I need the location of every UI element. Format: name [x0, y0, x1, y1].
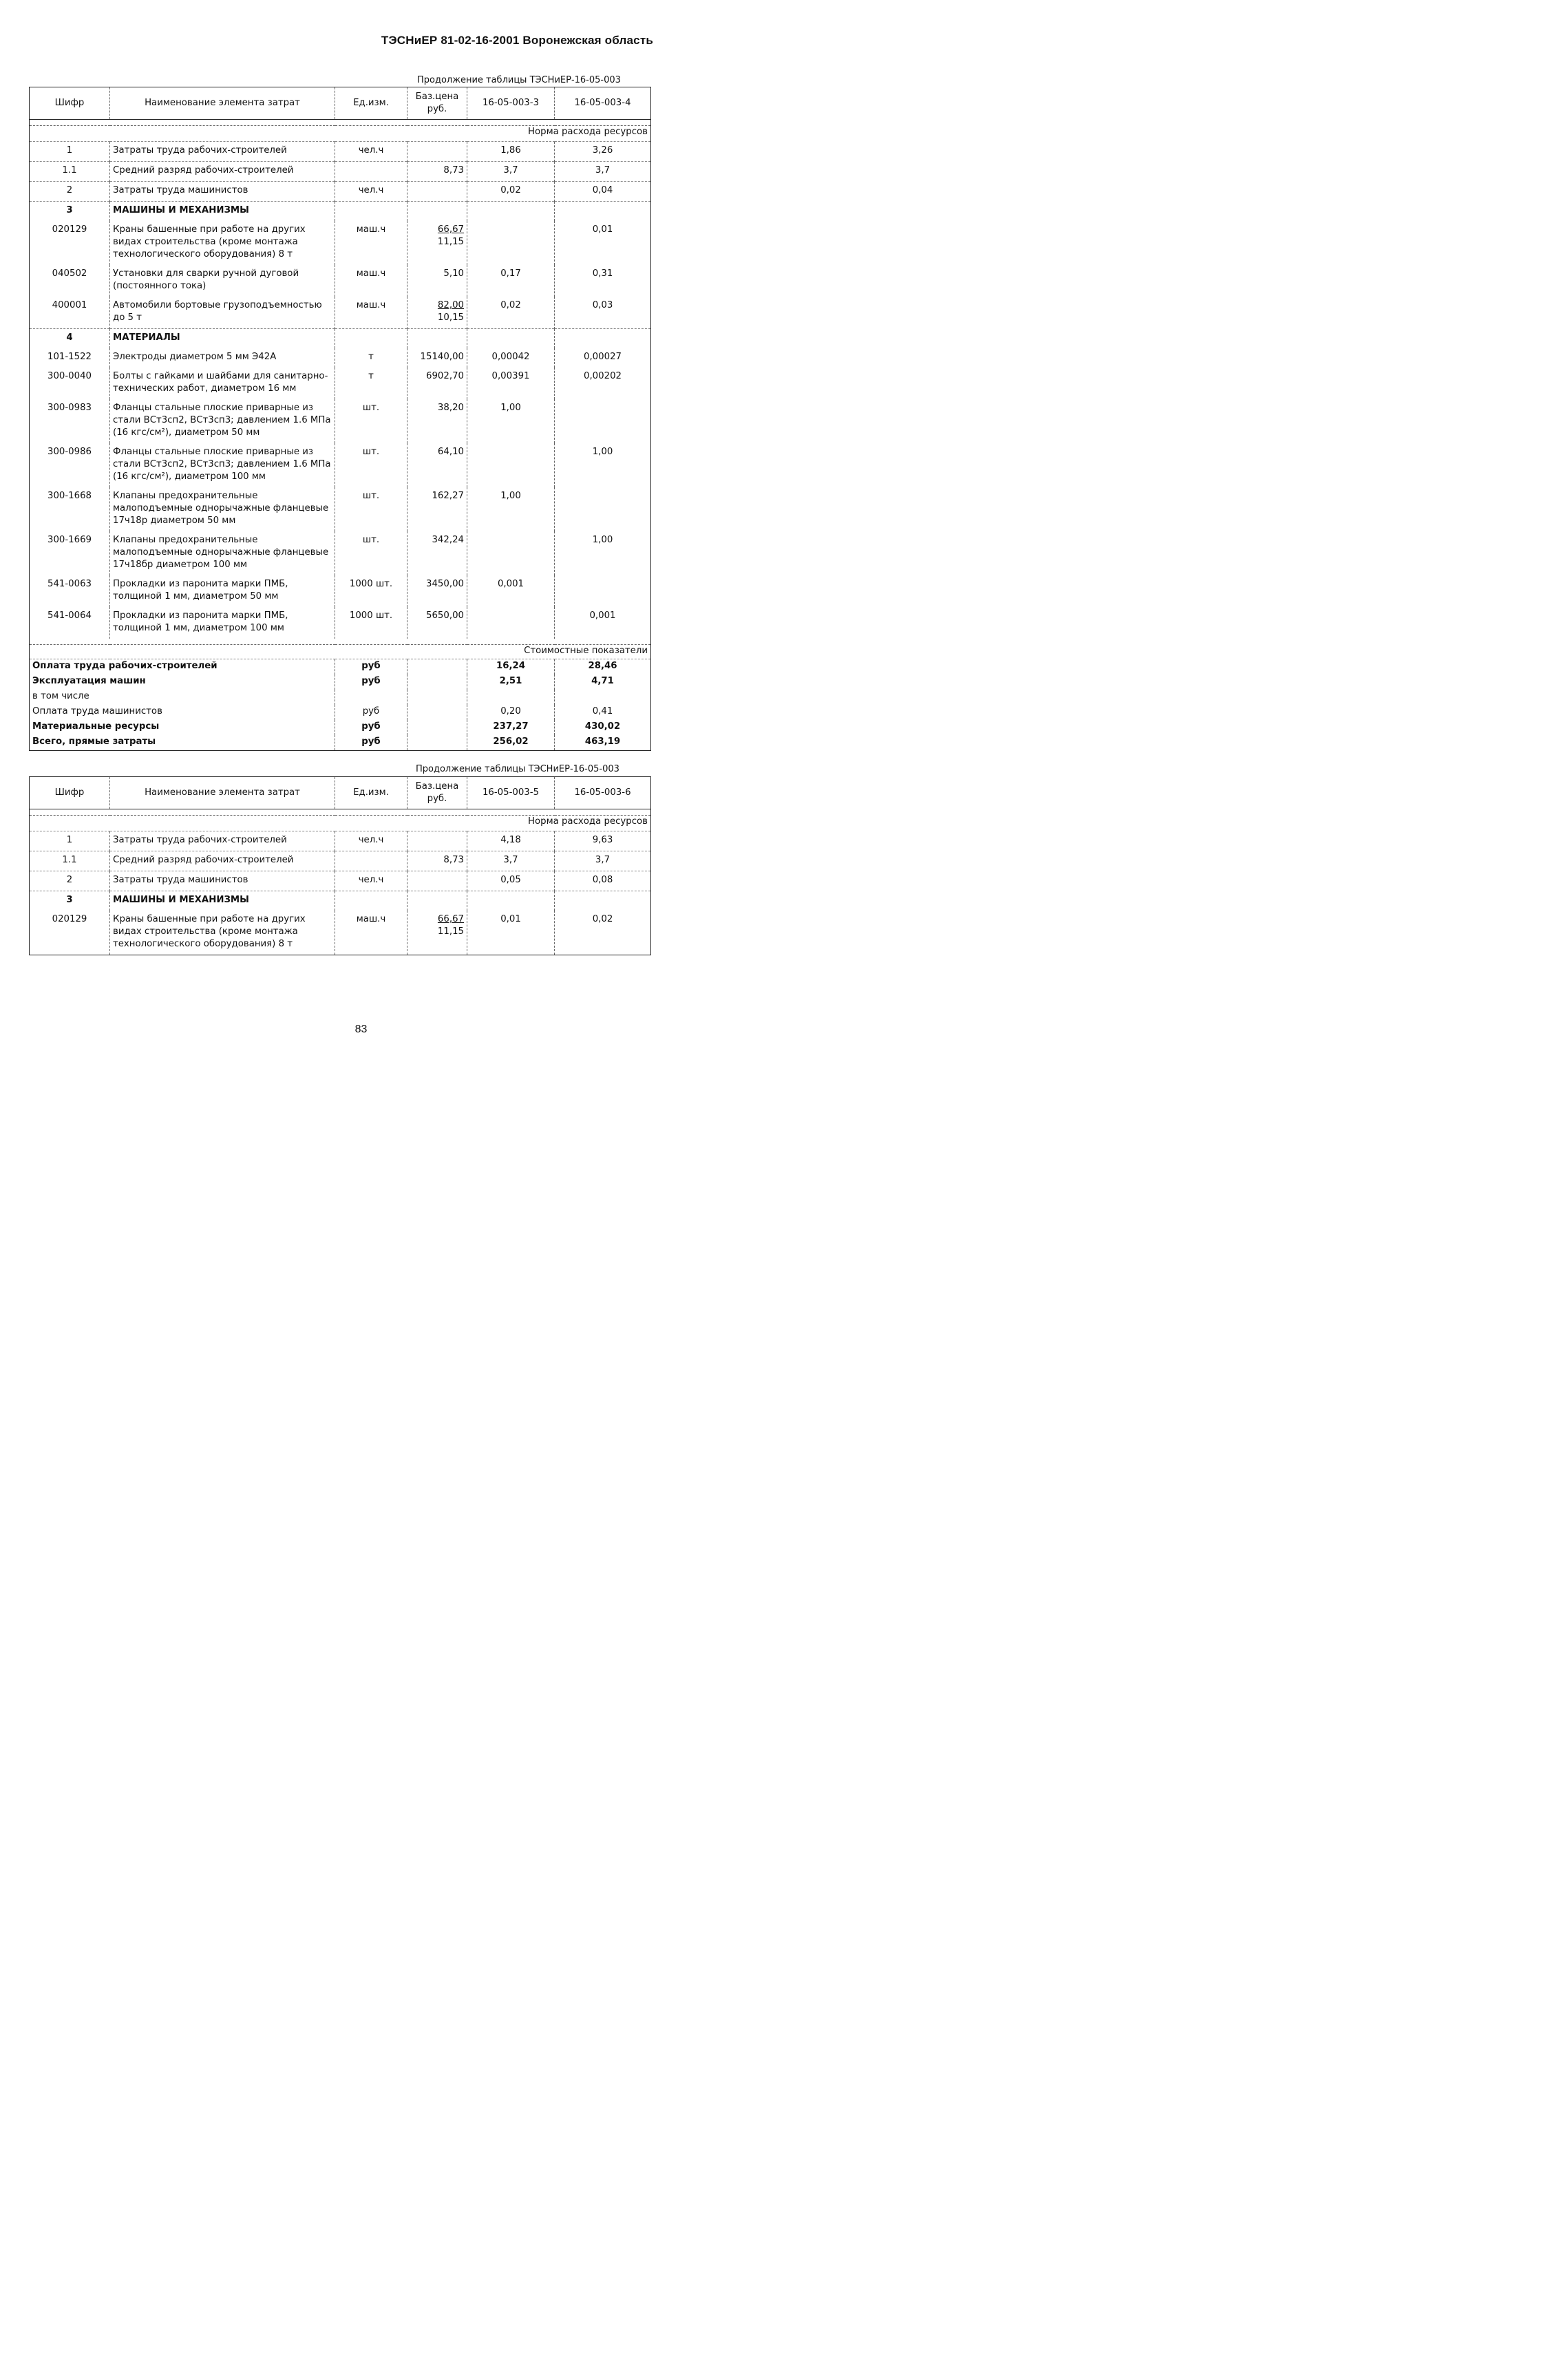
column-header-name: Наименование элемента затрат: [110, 87, 335, 120]
row-value-variant-2: [555, 329, 651, 349]
row-unit: маш.ч: [335, 297, 407, 329]
total-price-empty: [407, 705, 467, 720]
total-name: Оплата труда рабочих-строителей: [30, 659, 335, 675]
row-code: 300-0040: [47, 371, 92, 381]
row-value-variant-2: 3,7: [555, 162, 651, 182]
row-code: 2: [30, 182, 110, 202]
row-value-variant-1: 0,02: [467, 182, 555, 202]
total-name: Материальные ресурсы: [32, 721, 160, 732]
row-value-variant-1: 0,17: [467, 265, 555, 297]
row-code: 020129: [52, 224, 87, 235]
total-value-variant-2: [555, 690, 651, 705]
column-header-variant-2: 16-05-003-4: [555, 87, 651, 120]
row-code: 1.1: [30, 162, 110, 182]
row-value-variant-1: 0,02: [467, 297, 555, 329]
row-code: 1.1: [30, 851, 110, 871]
row-unit: [335, 891, 407, 911]
row-unit: т: [335, 368, 407, 399]
row-unit: шт.: [335, 443, 407, 487]
row-value-variant-1: 3,7: [467, 851, 555, 871]
row-price: [407, 607, 467, 639]
row-price: [407, 348, 467, 368]
row-price: [407, 329, 467, 349]
total-value-variant-1: 237,27: [467, 720, 555, 735]
row-price-value: 6902,70: [426, 371, 464, 381]
row-code: 541-0064: [47, 611, 92, 621]
row-price: [407, 831, 467, 851]
row-price: [407, 531, 467, 575]
total-row: [30, 675, 651, 690]
table-row: [30, 142, 651, 162]
table-row: [30, 162, 651, 182]
page-title: ТЭСНиЕР 81-02-16-2001 Воронежская область: [381, 34, 653, 47]
row-value-variant-1: [467, 443, 555, 487]
total-value-variant-2: 430,02: [555, 720, 651, 735]
table-row: [30, 851, 651, 871]
table-header-row: [30, 777, 651, 809]
row-value-variant-2: 0,08: [555, 871, 651, 891]
row-price: [407, 871, 467, 891]
table-row: [30, 221, 651, 265]
row-unit: 1000 шт.: [335, 575, 407, 607]
table-caption: Продолжение таблицы ТЭСНиЕР-16-05-003: [416, 764, 619, 774]
row-name: Фланцы стальные плоские приварные из стали ВСт3сп2, ВСт3сп3; давлением 1.6 МПа (16 кгс/см²), диаметром 50 мм: [110, 399, 335, 443]
table-row: [30, 531, 651, 575]
row-price-value: 66,67: [437, 914, 464, 924]
table-row: [30, 487, 651, 531]
row-unit: т: [335, 348, 407, 368]
column-header-variant-1: 16-05-003-5: [467, 777, 555, 809]
row-name: Затраты труда рабочих-строителей: [110, 831, 335, 851]
total-value-variant-1: 0,20: [467, 705, 555, 720]
total-unit: руб: [335, 675, 407, 690]
total-value-variant-2: 463,19: [555, 735, 651, 751]
column-header-code: Шифр: [30, 87, 110, 120]
total-unit: руб: [335, 720, 407, 735]
total-value-variant-1: 256,02: [467, 735, 555, 751]
row-unit: 1000 шт.: [335, 607, 407, 639]
row-name: Затраты труда машинистов: [110, 871, 335, 891]
row-value-variant-2: 0,03: [555, 297, 651, 329]
row-name: Средний разряд рабочих-строителей: [110, 851, 335, 871]
column-header-code: Шифр: [30, 777, 110, 809]
total-unit: руб: [335, 705, 407, 720]
row-price-value: 162,27: [432, 491, 464, 501]
total-unit: [335, 690, 407, 705]
column-header-variant-2: 16-05-003-6: [555, 777, 651, 809]
total-price-empty: [407, 735, 467, 751]
table-row: [30, 348, 651, 368]
row-value-variant-1: 1,00: [467, 399, 555, 443]
row-value-variant-1: 1,86: [467, 142, 555, 162]
row-value-variant-2: 0,02: [555, 911, 651, 955]
row-code: 101-1522: [47, 352, 92, 362]
table-row: [30, 871, 651, 891]
row-unit: [335, 162, 407, 182]
resource-table: [29, 87, 651, 751]
row-price: [407, 162, 467, 182]
section-row: [30, 329, 651, 349]
total-name: в том числе: [32, 691, 89, 701]
row-price-secondary: 11,15: [437, 237, 464, 247]
total-value-variant-2: 0,41: [555, 705, 651, 720]
total-price-empty: [407, 690, 467, 705]
row-code: 3: [30, 202, 110, 222]
total-row: [30, 705, 651, 720]
total-unit: руб: [335, 735, 407, 751]
total-value-variant-1: [467, 690, 555, 705]
table-row: [30, 368, 651, 399]
row-price-value: 3450,00: [426, 579, 464, 589]
row-unit: маш.ч: [335, 265, 407, 297]
row-price-value: 342,24: [432, 535, 464, 545]
row-code: 4: [30, 329, 110, 349]
total-price-empty: [407, 675, 467, 690]
row-name: МАШИНЫ И МЕХАНИЗМЫ: [110, 891, 335, 911]
row-value-variant-2: [555, 399, 651, 443]
column-header-unit: Ед.изм.: [335, 87, 407, 120]
row-price: [407, 368, 467, 399]
row-price: [407, 297, 467, 329]
table-row: [30, 831, 651, 851]
table-row: [30, 607, 651, 639]
row-price: [407, 911, 467, 955]
row-price: [407, 851, 467, 871]
row-value-variant-1: 0,00391: [467, 368, 555, 399]
row-price-value: 5650,00: [426, 611, 464, 621]
row-name: Автомобили бортовые грузоподъемностью до 5 т: [110, 297, 335, 329]
row-name: МАТЕРИАЛЫ: [110, 329, 335, 349]
row-code: 541-0063: [47, 579, 92, 589]
row-code: 020129: [52, 914, 87, 924]
row-value-variant-2: [555, 575, 651, 607]
row-name: Установки для сварки ручной дуговой (постоянного тока): [110, 265, 335, 297]
row-unit: [335, 329, 407, 349]
row-unit: чел.ч: [335, 871, 407, 891]
row-name: Средний разряд рабочих-строителей: [110, 162, 335, 182]
norm-section-label: Норма расхода ресурсов: [30, 816, 651, 831]
row-name: Затраты труда рабочих-строителей: [110, 142, 335, 162]
row-name: Болты с гайками и шайбами для санитарно-технических работ, диаметром 16 мм: [110, 368, 335, 399]
total-row: [30, 720, 651, 735]
row-value-variant-1: 0,00042: [467, 348, 555, 368]
row-unit: [335, 851, 407, 871]
total-price-empty: [407, 659, 467, 675]
row-value-variant-2: 0,31: [555, 265, 651, 297]
row-code: 300-0986: [47, 447, 92, 457]
column-header-name: Наименование элемента затрат: [110, 777, 335, 809]
row-value-variant-1: [467, 891, 555, 911]
row-name: Прокладки из паронита марки ПМБ, толщиной 1 мм, диаметром 50 мм: [110, 575, 335, 607]
row-value-variant-2: 9,63: [555, 831, 651, 851]
row-price-value: 5,10: [443, 268, 464, 279]
table-caption: Продолжение таблицы ТЭСНиЕР-16-05-003: [417, 75, 621, 85]
column-header-price: Баз.цена руб.: [407, 777, 467, 809]
row-value-variant-1: [467, 221, 555, 265]
row-price-value: 64,10: [437, 447, 464, 457]
row-price: [407, 891, 467, 911]
column-header-price: Баз.цена руб.: [407, 87, 467, 120]
section-row: [30, 202, 651, 222]
row-price-value: 15140,00: [420, 352, 464, 362]
row-unit: шт.: [335, 531, 407, 575]
row-value-variant-1: 1,00: [467, 487, 555, 531]
row-unit: маш.ч: [335, 221, 407, 265]
row-price: [407, 221, 467, 265]
total-name: Всего, прямые затраты: [32, 736, 156, 747]
row-value-variant-1: 0,001: [467, 575, 555, 607]
row-code: 040502: [52, 268, 87, 279]
total-price-empty: [407, 720, 467, 735]
table-row: [30, 443, 651, 487]
total-value-variant-2: 4,71: [555, 675, 651, 690]
row-value-variant-2: 3,26: [555, 142, 651, 162]
row-name: Фланцы стальные плоские приварные из стали ВСт3сп2, ВСт3сп3; давлением 1.6 МПа (16 кгс/см²), диаметром 100 мм: [110, 443, 335, 487]
row-price: [407, 399, 467, 443]
resource-table: [29, 776, 651, 955]
row-value-variant-2: [555, 487, 651, 531]
row-price-value: 82,00: [437, 300, 464, 310]
cost-section-label: Стоимостные показатели: [30, 645, 651, 659]
row-price: [407, 443, 467, 487]
row-code: 300-1668: [47, 491, 92, 501]
row-value-variant-2: 1,00: [555, 443, 651, 487]
table-row: [30, 265, 651, 297]
column-header-variant-1: 16-05-003-3: [467, 87, 555, 120]
row-price-secondary: 10,15: [437, 312, 464, 323]
table-header-row: [30, 87, 651, 120]
column-header-unit: Ед.изм.: [335, 777, 407, 809]
page-number: 83: [354, 1023, 368, 1035]
row-code: 1: [30, 831, 110, 851]
row-value-variant-1: 0,05: [467, 871, 555, 891]
row-value-variant-1: 0,01: [467, 911, 555, 955]
row-price-value: 8,73: [443, 855, 464, 865]
row-price: [407, 202, 467, 222]
row-price: [407, 487, 467, 531]
row-code: 1: [30, 142, 110, 162]
row-code: 300-0983: [47, 403, 92, 413]
table-row: [30, 182, 651, 202]
row-unit: маш.ч: [335, 911, 407, 955]
row-name: Электроды диаметром 5 мм Э42А: [110, 348, 335, 368]
row-name: Клапаны предохранительные малоподъемные однорычажные фланцевые 17ч18р диаметром 50 мм: [110, 487, 335, 531]
total-row: [30, 690, 651, 705]
row-code: 3: [30, 891, 110, 911]
row-code: 400001: [52, 300, 87, 310]
row-price: [407, 265, 467, 297]
row-price-value: 66,67: [437, 224, 464, 235]
row-name: Краны башенные при работе на других видах строительства (кроме монтажа технологического оборудования) 8 т: [110, 911, 335, 955]
row-price: [407, 575, 467, 607]
row-value-variant-2: 0,001: [555, 607, 651, 639]
row-unit: чел.ч: [335, 831, 407, 851]
total-value-variant-1: 16,24: [467, 659, 555, 675]
row-name: Прокладки из паронита марки ПМБ, толщиной 1 мм, диаметром 100 мм: [110, 607, 335, 639]
row-value-variant-1: 4,18: [467, 831, 555, 851]
row-value-variant-1: [467, 607, 555, 639]
row-name: Затраты труда машинистов: [110, 182, 335, 202]
row-value-variant-1: [467, 329, 555, 349]
table-row: [30, 911, 651, 955]
total-name: Эксплуатация машин: [32, 676, 146, 686]
row-name: МАШИНЫ И МЕХАНИЗМЫ: [110, 202, 335, 222]
row-code: 2: [30, 871, 110, 891]
row-price-value: 38,20: [437, 403, 464, 413]
table-row: [30, 297, 651, 329]
row-name: Краны башенные при работе на других видах строительства (кроме монтажа технологического оборудования) 8 т: [110, 221, 335, 265]
row-value-variant-2: 0,04: [555, 182, 651, 202]
total-value-variant-2: 28,46: [555, 659, 651, 675]
row-name: Клапаны предохранительные малоподъемные однорычажные фланцевые 17ч18бр диаметром 100 мм: [110, 531, 335, 575]
section-row: [30, 891, 651, 911]
row-price: [407, 182, 467, 202]
row-price-value: 8,73: [443, 165, 464, 176]
row-code: 300-1669: [47, 535, 92, 545]
total-row: [30, 735, 651, 751]
table-row: [30, 575, 651, 607]
row-unit: чел.ч: [335, 182, 407, 202]
row-value-variant-2: 3,7: [555, 851, 651, 871]
total-unit: руб: [335, 659, 407, 675]
row-value-variant-1: [467, 531, 555, 575]
row-unit: [335, 202, 407, 222]
row-unit: чел.ч: [335, 142, 407, 162]
row-price: [407, 142, 467, 162]
row-value-variant-2: 0,00027: [555, 348, 651, 368]
row-value-variant-2: 0,01: [555, 221, 651, 265]
row-value-variant-2: [555, 891, 651, 911]
row-value-variant-2: 1,00: [555, 531, 651, 575]
row-price-secondary: 11,15: [437, 926, 464, 937]
row-unit: шт.: [335, 487, 407, 531]
table-row: [30, 399, 651, 443]
row-value-variant-1: [467, 202, 555, 222]
row-value-variant-2: [555, 202, 651, 222]
total-row: [30, 659, 651, 675]
total-name: Оплата труда машинистов: [32, 706, 162, 717]
row-value-variant-2: 0,00202: [555, 368, 651, 399]
norm-section-label: Норма расхода ресурсов: [30, 126, 651, 142]
row-unit: шт.: [335, 399, 407, 443]
row-value-variant-1: 3,7: [467, 162, 555, 182]
total-value-variant-1: 2,51: [467, 675, 555, 690]
